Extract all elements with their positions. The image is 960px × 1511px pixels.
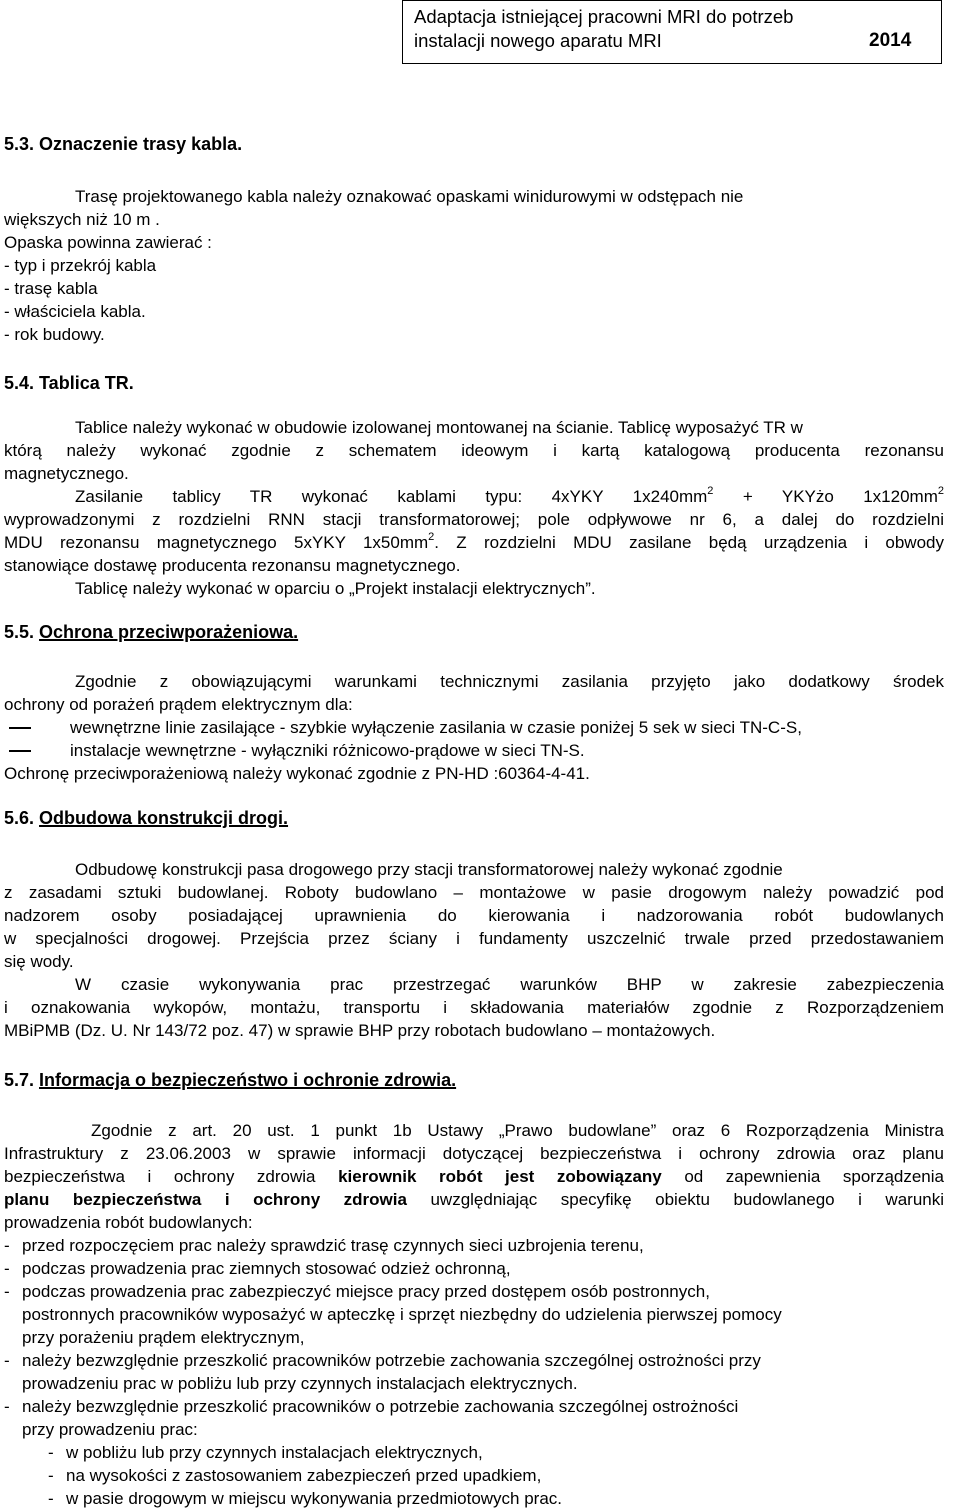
paragraph-line: w specjalności drogowej. Przejścia przez ściany i fundamenty uszczelnić trwale przed przedostawaniem (4, 929, 944, 948)
section-title: Ochrona przeciwporażeniowa. (39, 622, 299, 642)
list-item-text: należy bezwzględnie przeszkolić pracowników o potrzebie zachowania szczególnej ostrożności (22, 1397, 739, 1416)
paragraph-line: i oznakowania wykopów, montażu, transportu i składowania materiałów zgodnie z Rozporządzeniem (4, 998, 944, 1017)
bullet-marker: - (4, 1236, 10, 1255)
paragraph-line: Tablice należy wykonać w obudowie izolowanej montowanej na ścianie. Tablicę wyposażyć TR w (75, 418, 803, 437)
paragraph-line: magnetycznego. (4, 464, 129, 483)
list-item-continuation: postronnych pracowników wyposażyć w apteczkę i sprzęt niezbędny do udzielenia pierwszej pomocy (22, 1305, 782, 1324)
section-5-3-body (4, 185, 944, 346)
bullet-marker: - (4, 1351, 10, 1370)
superscript: 2 (707, 485, 714, 498)
section-heading: 5.3. Oznaczenie trasy kabla. (4, 134, 243, 154)
dash-bullet-icon (9, 750, 31, 752)
paragraph-line: W czasie wykonywania prac przestrzegać warunków BHP w zakresie zabezpieczenia (75, 975, 944, 994)
paragraph-line: Ochronę przeciwporażeniową należy wykonać zgodnie z PN-HD :60364-4-41. (4, 764, 590, 783)
list-item-continuation: przy prowadzeniu prac: (22, 1420, 198, 1439)
text-run: bezpieczeństwa i ochrony zdrowia (4, 1167, 339, 1186)
section-5-5 (4, 620, 944, 644)
text-run: + YKYżo 1x120mm (713, 487, 938, 506)
section-number: 5.7. (4, 1070, 40, 1090)
list-item-text: na wysokości z zastosowaniem zabezpieczeń przed upadkiem, (66, 1466, 542, 1485)
paragraph-line: Odbudowę konstrukcji pasa drogowego przy stacji transformatorowej należy wykonać zgodnie (75, 860, 783, 879)
list-item-text: podczas prowadzenia prac ziemnych stosować odzież ochronną, (22, 1259, 511, 1278)
document-title: Adaptacja istniejącej pracowni MRI do potrzeb instalacji nowego aparatu MRI (414, 6, 794, 51)
bullet-marker: - (48, 1466, 54, 1485)
list-item-text: instalacje wewnętrzne - wyłączniki różnicowo-prądowe w sieci TN-S. (70, 741, 585, 760)
section-5-7 (4, 1068, 944, 1092)
paragraph-line: ochrony od porażeń prądem elektrycznym dla: (4, 695, 353, 714)
sub-list-item (4, 1464, 944, 1487)
section-5-7-body (4, 1119, 944, 1510)
text-run: Zasilanie tablicy TR wykonać kablami typu: 4xYKY 1x240mm (75, 487, 708, 506)
section-number: 5.5. (4, 622, 40, 642)
bullet-marker: - (4, 1397, 10, 1416)
paragraph-line: prowadzenia robót budowlanych: (4, 1213, 253, 1232)
bold-text-run: kierownik robót jest zobowiązany (338, 1167, 662, 1186)
paragraph-line: większych niż 10 m . (4, 210, 160, 229)
paragraph-line: Tablicę należy wykonać w oparciu o „Projekt instalacji elektrycznych”. (75, 579, 596, 598)
bullet-marker: - (4, 1259, 10, 1278)
bullet-marker: - (48, 1489, 54, 1508)
list-item (4, 739, 944, 762)
list-item-text: wewnętrzne linie zasilające - szybkie wyłączenie zasilania w czasie poniżej 5 sek w sieci TN-C-S, (70, 718, 802, 737)
section-5-4-body (4, 416, 944, 600)
list-item-continuation: przy porażeniu prądem elektrycznym, (22, 1328, 305, 1347)
list-item (4, 1395, 944, 1418)
text-run: . Z rozdzielni MDU zasilane będą urządzenia i obwody (434, 533, 944, 552)
paragraph-line: MBiPMB (Dz. U. Nr 143/72 poz. 47) w sprawie BHP przy robotach budowlano – montażowych. (4, 1021, 716, 1040)
section-title: Odbudowa konstrukcji drogi. (39, 808, 289, 828)
list-item (4, 1349, 944, 1372)
paragraph-line: się wody. (4, 952, 74, 971)
list-item: - rok budowy. (4, 325, 105, 344)
sub-list-item (4, 1441, 944, 1464)
paragraph-line: z zasadami sztuki budowlanej. Roboty budowlano – montażowe w pasie drogowym należy powadzić pod (4, 883, 944, 902)
sub-list-item (4, 1487, 944, 1510)
paragraph-line: wyprowadzonymi z rozdzielni RNN stacji transformatorowej; pole odpływowe nr 6, a dalej do rozdzielni (4, 510, 944, 529)
section-heading (4, 620, 944, 644)
superscript: 2 (937, 485, 944, 498)
bullet-marker: - (48, 1443, 54, 1462)
list-item-text: należy bezwzględnie przeszkolić pracowników potrzebie zachowania szczególnej ostrożności przy (22, 1351, 761, 1370)
section-5-4 (4, 371, 944, 395)
paragraph-line: Opaska powinna zawierać : (4, 233, 212, 252)
paragraph-line (4, 485, 944, 508)
list-item (4, 716, 944, 739)
list-item-text: przed rozpoczęciem prac należy sprawdzić trasę czynnych sieci uzbrojenia terenu, (22, 1236, 644, 1255)
bullet-marker: - (4, 1282, 10, 1301)
paragraph-line: Trasę projektowanego kabla należy oznakować opaskami winidurowymi w odstępach nie (75, 187, 744, 206)
dash-bullet-icon (9, 727, 31, 729)
section-5-6-body (4, 858, 944, 1042)
paragraph-line: Zgodnie z obowiązującymi warunkami technicznymi zasilania przyjęto jako dodatkowy środek (75, 672, 944, 691)
paragraph-line: nadzorem osoby posiadającej uprawnienia do kierowania i nadzorowania robót budowlanych (4, 906, 944, 925)
paragraph-line (4, 1165, 944, 1188)
section-heading: 5.4. Tablica TR. (4, 373, 134, 393)
page-header (402, 0, 942, 64)
section-5-6 (4, 806, 944, 830)
section-title: Informacja o bezpieczeństwo i ochronie zdrowia. (39, 1070, 457, 1090)
list-item-continuation: prowadzeniu prac w pobliżu lub przy czynnych instalacjach elektrycznych. (22, 1374, 578, 1393)
section-heading (4, 1068, 944, 1092)
text-run: MDU rezonansu magnetycznego 5xYKY 1x50mm (4, 533, 429, 552)
list-item: - trasę kabla (4, 279, 98, 298)
list-item-text: w pobliżu lub przy czynnych instalacjach elektrycznych, (66, 1443, 483, 1462)
paragraph-line: Zgodnie z art. 20 ust. 1 punkt 1b Ustawy „Prawo budowlane” oraz 6 Rozporządzenia Ministra (91, 1121, 944, 1140)
list-item-text: w pasie drogowym w miejscu wykonywania przedmiotowych prac. (66, 1489, 563, 1508)
list-item (4, 1280, 944, 1303)
document-year: 2014 (869, 30, 912, 51)
text-run: uwzględniając specyfikę obiektu budowlanego i warunki (406, 1190, 945, 1209)
list-item: - typ i przekrój kabla (4, 256, 157, 275)
list-item (4, 1234, 944, 1257)
bold-text-run: planu bezpieczeństwa i ochrony zdrowia (4, 1190, 407, 1209)
list-item: - właściciela kabla. (4, 302, 146, 321)
superscript: 2 (428, 531, 435, 544)
paragraph-line (4, 531, 944, 554)
paragraph-line: stanowiące dostawę producenta rezonansu magnetycznego. (4, 556, 461, 575)
section-5-5-body (4, 670, 944, 785)
list-item (4, 1257, 944, 1280)
paragraph-line (4, 1188, 944, 1211)
paragraph-line: którą należy wykonać zgodnie z schematem ideowym i kartą katalogową producenta rezonansu (4, 441, 944, 460)
section-number: 5.6. (4, 808, 40, 828)
text-run: od zapewnienia sporządzenia (661, 1167, 944, 1186)
section-heading (4, 806, 944, 830)
paragraph-line: Infrastruktury z 23.06.2003 w sprawie informacji dotyczącej bezpieczeństwa i ochrony zdrowia oraz planu (4, 1144, 944, 1163)
list-item-text: podczas prowadzenia prac zabezpieczyć miejsce pracy przed dostępem osób postronnych, (22, 1282, 710, 1301)
section-5-3 (4, 132, 944, 156)
